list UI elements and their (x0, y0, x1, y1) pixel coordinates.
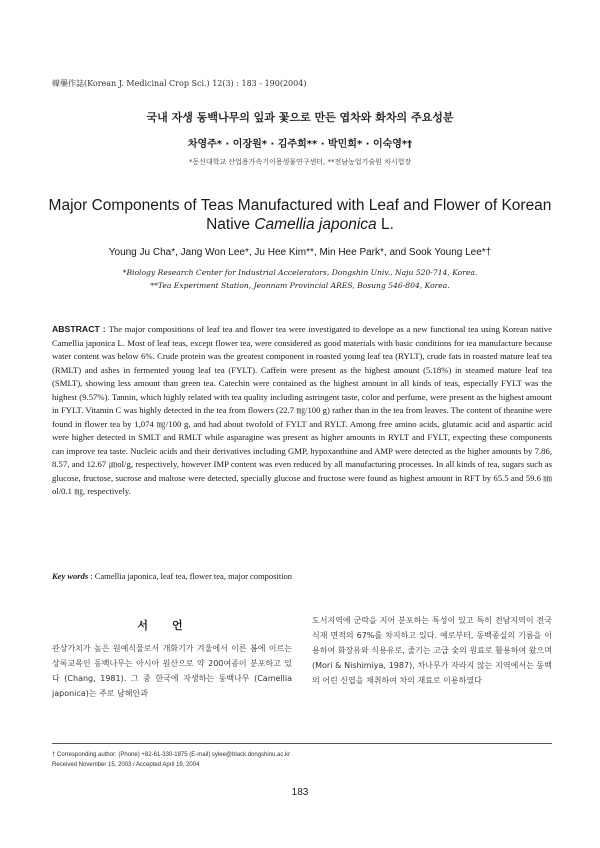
english-affiliations (0, 266, 600, 292)
intro-right-column: 도서지역에 군락을 지어 분포하는 특성이 있고 특히 전남지역이 전국 식재 면적의 67%를 차지하고 있다. 예로부터, 동백종실의 기름을 이용하여 화장유와 식용유로, 줄기는 고급 숯의 원료로 활용하여 왔으며 (Mori & Nishimiya, 1987), 차나무가 자라지 않는 지역에서는 동백의 어린 신엽을 채취하여 차의 재료로 이용하였다 (312, 616, 552, 685)
corresponding-author: † Corresponding author: (Phone) +82-61-330-1875 (E-mail) sylee@black.dongshinu.ac.kr (52, 752, 291, 758)
abstract-label: ABSTRACT (52, 324, 100, 334)
korean-title: 국내 자생 동백나무의 잎과 꽃으로 만든 엽차와 화차의 주요성분 (146, 111, 454, 124)
english-title (40, 196, 560, 234)
page-number: 183 (291, 787, 309, 798)
intro-left-column: 관상가치가 높은 원예식물로서 개화기가 겨울에서 이른 봄에 이르는 상록교목인 동백나무는 아시아 원산으로 약 200여종이 분포하고 있다 (Chang, 1981). 그 중 한국에 자생하는 동백나무 (Camellia japonica)는 주로 남해안과 (52, 644, 292, 698)
korean-authors: 차영주* · 이장원* · 김주희** · 박민희* · 이숙영*† (187, 139, 413, 150)
english-authors: Young Ju Cha*, Jang Won Lee*, Ju Hee Kim**, Min Hee Park*, and Sook Young Lee*† (108, 247, 492, 258)
footnote (52, 750, 290, 770)
keywords-text: : Camellia japonica, leaf tea, flower tea, major composition (90, 571, 293, 581)
affiliation-2: **Tea Experiment Station, Jeonnam Provincial ARES, Bosung 546-804, Korea. (150, 281, 450, 290)
keywords-label: Key words (52, 571, 89, 581)
keywords (52, 571, 552, 581)
english-title-species: Camellia japonica (254, 216, 377, 233)
english-title-main: Major Components of Teas Manufactured with Leaf and Flower of Korean Native (48, 197, 552, 233)
affiliation-1: *Biology Research Center for Industrial Accelerators, Dongshin Univ., Naju 520-714, Korea. (122, 268, 478, 277)
korean-affiliations: *동신대학교 산업용가속기이용생물연구센터, **전남농업기술원 차시험장 (188, 158, 412, 166)
abstract-text: The major compositions of leaf tea and flower tea were investigated to develope as a new functional tea using Korean native Camellia japonica L. Most of leaf teas, except flower tea, were considered as good materials with basic conditions for tea manufacture because water content was below 6%. Crude protein was the greatest component in roasted young leaf tea (RYLT), crude fats in roasted mature leaf tea (RMLT) and ashes in fermented young leaf tea (FYLT). Caffein were present as the highest amount (5.18%) in steamed mature leaf tea (SMLT), showing less amount than green tea. Catechin were contained as the highest amount in all kinds of teas, especially FYLT was the highest (9.57%). Tannin, which highly related with tea quality including astringent taste, color and perfume, were present as the highest amount in FYLT. Vitamin C was highly detected in the tea from flowers (22.7 ㎎/100 g) rather than in the tea from leaves. The content of theanine were found in flower tea by 1,074 ㎎/100 g, and had about twofold of FYLT and RYLT. Among free amino acids, glutamic acid and aspartic acid were higher detected in SMLT and RMLT while asparagine was present as higher amounts in RYLT and FYLT, expecting these components can improve tea taste. Nucleic acids and their derivatives including GMP, hypoxanthine and AMP were detected as the higher amounts by 7.86, 8.57, and 12.67 ㎛ol/g, respectively, however IMP content was even reduced by all manufacturing processes. In all kinds of tea, sugars such as glucose, fructose, sucrose and maltose were detected, specially glucose and fructose were found as highest amount in RFT by 65.5 and 59.6 ㎚ol/0.1 ㎎, respectively. (52, 324, 552, 496)
received-date: Received November 15, 2003 / Accepted April 19, 2004 (52, 762, 200, 768)
journal-citation: 韓藥作誌(Korean J. Medicinal Crop Sci.) 12(3) : 183 - 190(2004) (52, 79, 307, 88)
english-title-suffix: L. (376, 216, 394, 233)
abstract: ABSTRACT : The major compositions of leaf tea and flower tea were investigated to develope as a new functional tea using Korean native Camellia japonica L. Most of leaf teas, except flower tea, were considered as good materials with basic conditions for tea manufacture because water content was below 6%. Crude protein was the greatest component in roasted young leaf tea (RYLT), crude fats in roasted mature leaf tea (RMLT) and ashes in fermented young leaf tea (FYLT). Caffein were present as the highest amount (5.18%) in steamed mature leaf tea (SMLT), showing less amount than green tea. Catechin were contained as the highest amount in all kinds of teas, especially FYLT was the highest (9.57%). Tannin, which highly related with tea quality including astringent taste, color and perfume, were present as the highest amount in FYLT. Vitamin C was highly detected in the tea from flowers (22.7 ㎎/100 g) rather than in the tea from leaves. The content of theanine were found in flower tea by 1,074 ㎎/100 g, and had about twofold of FYLT and RYLT. Among free amino acids, glutamic acid and aspartic acid were higher detected in SMLT and RMLT while asparagine was present as higher amounts in RYLT and FYLT, expecting these components can improve tea taste. Nucleic acids and their derivatives including GMP, hypoxanthine and AMP were detected as the higher amounts by 7.86, 8.57, and 12.67 ㎛ol/g, respectively, however IMP content was even reduced by all manufacturing processes. In all kinds of tea, sugars such as glucose, fructose, sucrose and maltose were detected, specially glucose and fructose were found as highest amount in RFT by 65.5 and 59.6 ㎚ol/0.1 ㎎, respectively. (52, 324, 552, 496)
footnote-divider (52, 743, 552, 744)
section-heading-introduction: 서언 (137, 619, 207, 632)
